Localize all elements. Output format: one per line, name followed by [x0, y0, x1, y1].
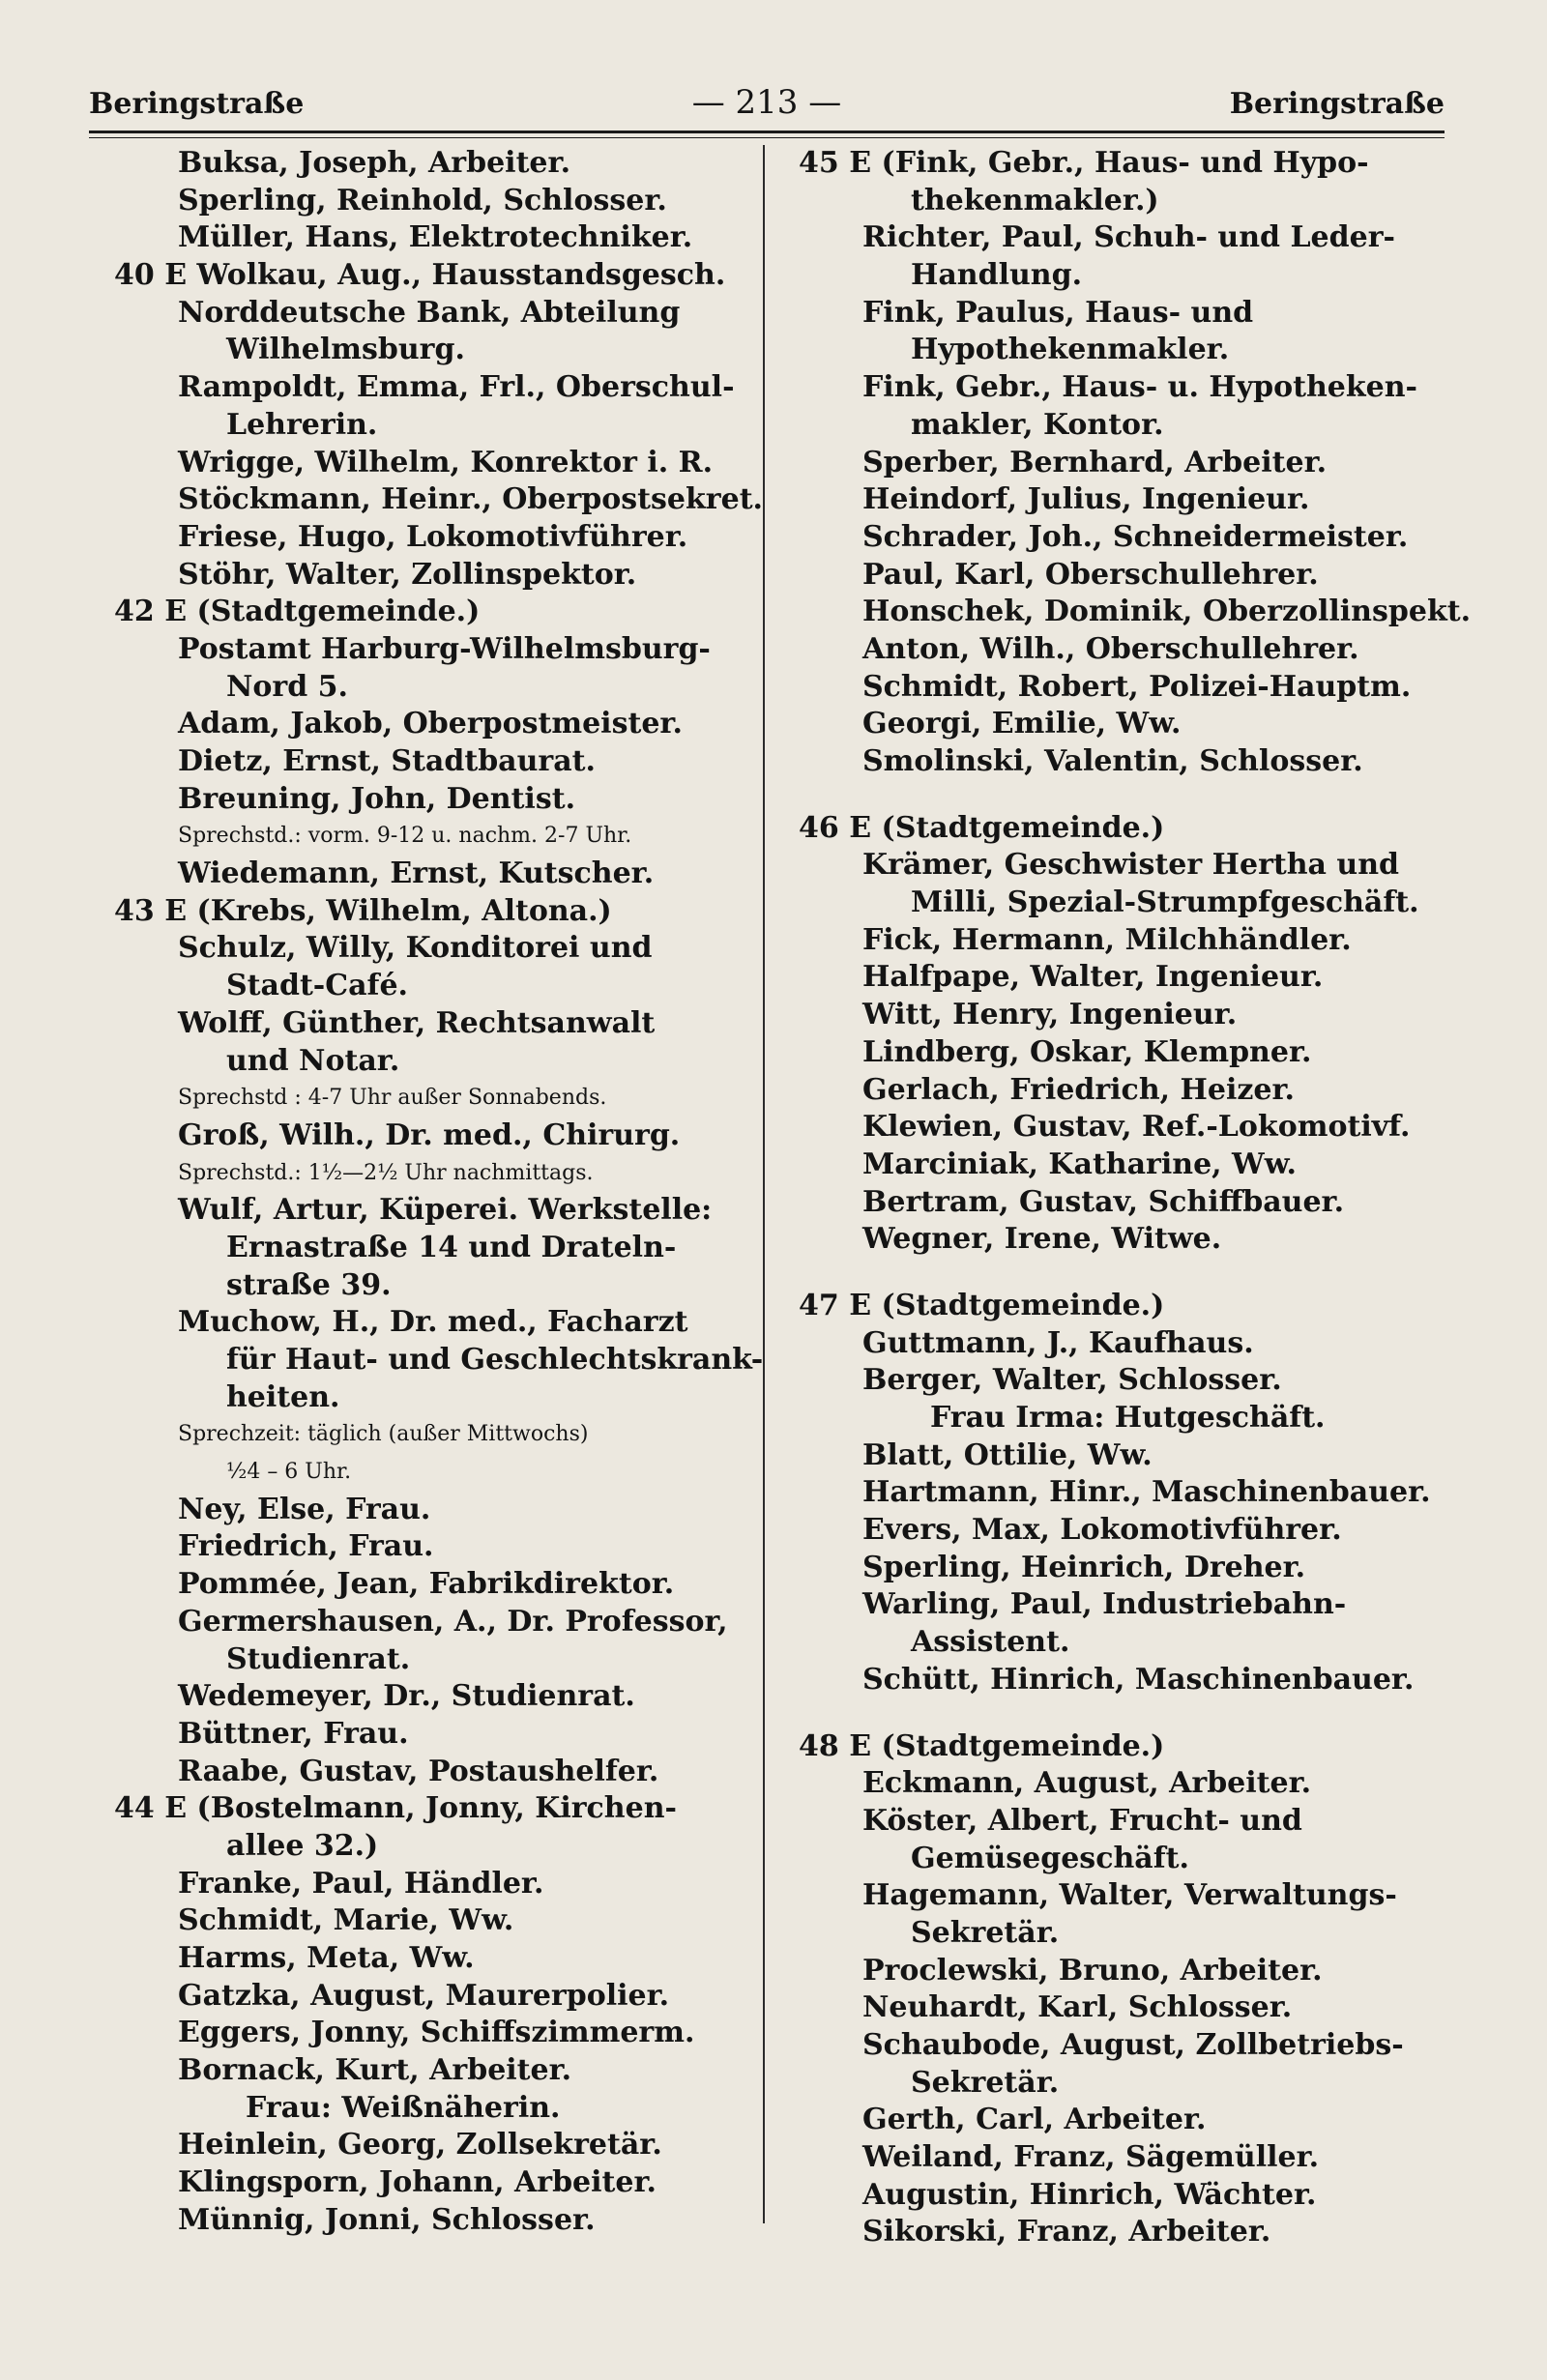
directory-entry-line: Friedrich, Frau. [178, 1529, 434, 1564]
directory-entry-line: Schmidt, Robert, Polizei-Hauptm. [862, 669, 1412, 704]
directory-entry-line: Wiedemann, Ernst, Kutscher. [178, 856, 655, 891]
directory-entry-line: Blatt, Ottilie, Ww. [862, 1437, 1153, 1472]
directory-entry-line: Augustin, Hinrich, Wächter. [862, 2177, 1317, 2212]
directory-entry-line: Anton, Wilh., Oberschullehrer. [862, 631, 1359, 666]
directory-entry-line: Gatzka, August, Maurerpolier. [178, 1978, 670, 2013]
house-number-entry: 44 E (Bostelmann, Jonny, Kirchen- [114, 1791, 677, 1826]
directory-entry-line: Schaubode, August, Zollbetriebs- [862, 2028, 1404, 2062]
directory-entry-line: Klewien, Gustav, Ref.-Lokomotivf. [862, 1110, 1411, 1145]
directory-entry-line: makler, Kontor. [911, 407, 1164, 442]
directory-entry-line: Groß, Wilh., Dr. med., Chirurg. [178, 1117, 681, 1152]
directory-entry-line: Lindberg, Oskar, Klempner. [862, 1034, 1312, 1069]
directory-entry-line: Fink, Paulus, Haus- und [862, 295, 1254, 330]
directory-entry-line: ½4 – 6 Uhr. [226, 1460, 352, 1485]
directory-entry-line: Weiland, Franz, Sägemüller. [862, 2140, 1320, 2175]
directory-entry-line: Bornack, Kurt, Arbeiter. [178, 2053, 572, 2088]
directory-entry-line: Gerlach, Friedrich, Heizer. [862, 1072, 1295, 1107]
directory-entry-line: Handlung. [911, 258, 1083, 293]
directory-entry-line: Proclewski, Bruno, Arbeiter. [862, 1953, 1323, 1988]
directory-entry-line: Harms, Meta, Ww. [178, 1941, 475, 1975]
directory-entry-line: Wrigge, Wilhelm, Konrektor i. R. [178, 445, 714, 479]
directory-entry-line: Georgi, Emilie, Ww. [862, 707, 1182, 741]
directory-entry-line: Richter, Paul, Schuh- und Leder- [862, 220, 1395, 255]
directory-entry-line: Hartmann, Hinr., Maschinenbauer. [862, 1475, 1431, 1510]
left-column [114, 145, 764, 2240]
directory-entry-line: Muchow, H., Dr. med., Facharzt [178, 1305, 688, 1340]
directory-entry-line: Schütt, Hinrich, Maschinenbauer. [862, 1662, 1415, 1697]
directory-entry-line: Wedemeyer, Dr., Studienrat. [178, 1679, 635, 1714]
directory-entry-line: thekenmakler.) [911, 183, 1159, 218]
directory-entry-line: Wulf, Artur, Küperei. Werkstelle: [178, 1193, 713, 1228]
house-number-entry: 40 E Wolkau, Aug., Hausstandsgesch. [114, 258, 726, 293]
directory-entry-line: Pommée, Jean, Fabrikdirektor. [178, 1567, 675, 1602]
running-header [89, 83, 1445, 135]
house-number-entry: 45 E (Fink, Gebr., Haus- und Hypo- [799, 146, 1369, 180]
directory-entry-line: Sekretär. [911, 1915, 1060, 1950]
directory-entry-line: Stöhr, Walter, Zollinspektor. [178, 557, 637, 592]
directory-entry-line: Sikorski, Franz, Arbeiter. [862, 2215, 1271, 2249]
directory-entry-line: Witt, Henry, Ingenieur. [862, 998, 1238, 1032]
directory-entry-line: Stöckmann, Heinr., Oberpostsekret. [178, 482, 763, 517]
house-number-entry: 47 E (Stadtgemeinde.) [799, 1288, 1165, 1322]
house-number-entry: 46 E (Stadtgemeinde.) [799, 810, 1165, 845]
directory-entry-line: Schulz, Willy, Konditorei und [178, 931, 653, 966]
directory-entry-line: Lehrerin. [226, 407, 378, 442]
directory-entry-line: Sprechstd.: vorm. 9-12 u. nachm. 2-7 Uhr. [178, 824, 632, 849]
directory-entry-line: Gerth, Carl, Arbeiter. [862, 2103, 1207, 2137]
directory-entry-line: Honschek, Dominik, Oberzollinspekt. [862, 595, 1472, 629]
directory-entry-line: Köster, Albert, Frucht- und [862, 1803, 1302, 1838]
directory-entry-line: Sprechstd.: 1½—2½ Uhr nachmittags. [178, 1160, 594, 1185]
header-street-left: Beringstraße [89, 87, 305, 121]
directory-entry-line: Warling, Paul, Industriebahn- [862, 1587, 1347, 1622]
directory-entry-line: Breuning, John, Dentist. [178, 781, 576, 816]
directory-entry-line: Sperling, Reinhold, Schlosser. [178, 183, 667, 218]
directory-entry-line: heiten. [226, 1379, 340, 1414]
house-number-entry: 43 E (Krebs, Wilhelm, Altona.) [114, 893, 612, 928]
directory-entry-line: Schrader, Joh., Schneidermeister. [862, 519, 1409, 554]
directory-entry-line: Guttmann, J., Kaufhaus. [862, 1325, 1254, 1360]
directory-entry-line: Berger, Walter, Schlosser. [862, 1363, 1282, 1398]
directory-entry-line: Wolff, Günther, Rechtsanwalt [178, 1005, 656, 1040]
right-column [799, 145, 1472, 2251]
directory-entry-line: Evers, Max, Lokomotivführer. [862, 1513, 1342, 1548]
directory-entry-line: Sprechstd : 4-7 Uhr außer Sonnabends. [178, 1086, 607, 1111]
directory-entry-line: Marciniak, Katharine, Ww. [862, 1146, 1297, 1181]
directory-entry-line: Franke, Paul, Händler. [178, 1866, 544, 1901]
directory-entry-line: Bertram, Gustav, Schiffbauer. [862, 1184, 1345, 1219]
directory-entry-line: Dietz, Ernst, Stadtbaurat. [178, 744, 596, 778]
directory-entry-line: Raabe, Gustav, Postaushelfer. [178, 1754, 659, 1788]
directory-entry-line: Sperber, Bernhard, Arbeiter. [862, 445, 1328, 479]
directory-entry-line: Büttner, Frau. [178, 1716, 409, 1751]
directory-entry-line: Germershausen, A., Dr. Professor, [178, 1604, 728, 1639]
directory-entry-line: Klingsporn, Johann, Arbeiter. [178, 2165, 657, 2200]
directory-entry-line: straße 39. [226, 1267, 392, 1302]
header-rule-thick [89, 131, 1445, 133]
page-number: — 213 — [691, 83, 842, 122]
directory-entry-line: Sperling, Heinrich, Dreher. [862, 1550, 1306, 1584]
directory-entry-line: Assistent. [911, 1625, 1070, 1660]
house-number-entry: 42 E (Stadtgemeinde.) [114, 595, 481, 629]
column-divider [763, 145, 765, 2223]
directory-entry-line: Krämer, Geschwister Hertha und [862, 848, 1400, 883]
directory-entry-line: Rampoldt, Emma, Frl., Oberschul- [178, 370, 735, 405]
directory-entry-line: Postamt Harburg-Wilhelmsburg- [178, 631, 711, 666]
directory-entry-line: Sekretär. [911, 2065, 1060, 2100]
directory-entry-line: Wegner, Irene, Witwe. [862, 1222, 1222, 1257]
directory-entry-line: Ney, Else, Frau. [178, 1492, 431, 1526]
header-rule-thin [89, 137, 1445, 138]
directory-entry-line: Hagemann, Walter, Verwaltungs- [862, 1878, 1397, 1913]
directory-entry-line: Heindorf, Julius, Ingenieur. [862, 482, 1310, 517]
directory-entry-line: Studienrat. [226, 1641, 411, 1676]
directory-entry-line: Stadt-Café. [226, 969, 408, 1003]
header-street-right: Beringstraße [1229, 87, 1445, 121]
directory-entry-line: Gemüsegeschäft. [911, 1841, 1189, 1875]
directory-entry-line: Müller, Hans, Elektrotechniker. [178, 220, 693, 255]
directory-entry-line: Adam, Jakob, Oberpostmeister. [178, 707, 683, 741]
directory-entry-line: Friese, Hugo, Lokomotivführer. [178, 519, 688, 554]
directory-entry-line: Sprechzeit: täglich (außer Mittwochs) [178, 1422, 589, 1447]
directory-entry-line: allee 32.) [226, 1828, 379, 1863]
directory-entry-line: Fick, Hermann, Milchhändler. [862, 922, 1352, 957]
directory-entry-line: und Notar. [226, 1043, 400, 1078]
directory-entry-line: Neuhardt, Karl, Schlosser. [862, 1990, 1293, 2025]
directory-entry-line: Eggers, Jonny, Schiffszimmerm. [178, 2016, 695, 2050]
directory-entry-line: Heinlein, Georg, Zollsekretär. [178, 2128, 662, 2162]
directory-entry-line: Norddeutsche Bank, Abteilung [178, 295, 681, 330]
directory-entry-line: Fink, Gebr., Haus- u. Hypotheken- [862, 370, 1417, 405]
house-number-entry: 48 E (Stadtgemeinde.) [799, 1728, 1165, 1763]
directory-entry-line: Ernastraße 14 und Drateln- [226, 1230, 677, 1264]
directory-entry-line: Frau: Weißnäherin. [246, 2090, 561, 2125]
directory-entry-line: Wilhelmsburg. [226, 333, 465, 367]
directory-entry-line: Smolinski, Valentin, Schlosser. [862, 744, 1363, 778]
directory-entry-line: Buksa, Joseph, Arbeiter. [178, 146, 571, 180]
directory-entry-line: Halfpape, Walter, Ingenieur. [862, 960, 1324, 995]
directory-entry-line: Paul, Karl, Oberschullehrer. [862, 557, 1319, 592]
directory-entry-line: Münnig, Jonni, Schlosser. [178, 2202, 596, 2237]
directory-entry-line: Hypothekenmakler. [911, 333, 1230, 367]
directory-entry-line: für Haut- und Geschlechtskrank- [226, 1343, 764, 1377]
directory-entry-line: Schmidt, Marie, Ww. [178, 1903, 514, 1938]
directory-entry-line: Milli, Spezial-Strumpfgeschäft. [911, 885, 1419, 920]
directory-entry-line: Frau Irma: Hutgeschäft. [930, 1401, 1326, 1435]
directory-entry-line: Nord 5. [226, 669, 348, 704]
directory-entry-line: Eckmann, August, Arbeiter. [862, 1766, 1312, 1801]
